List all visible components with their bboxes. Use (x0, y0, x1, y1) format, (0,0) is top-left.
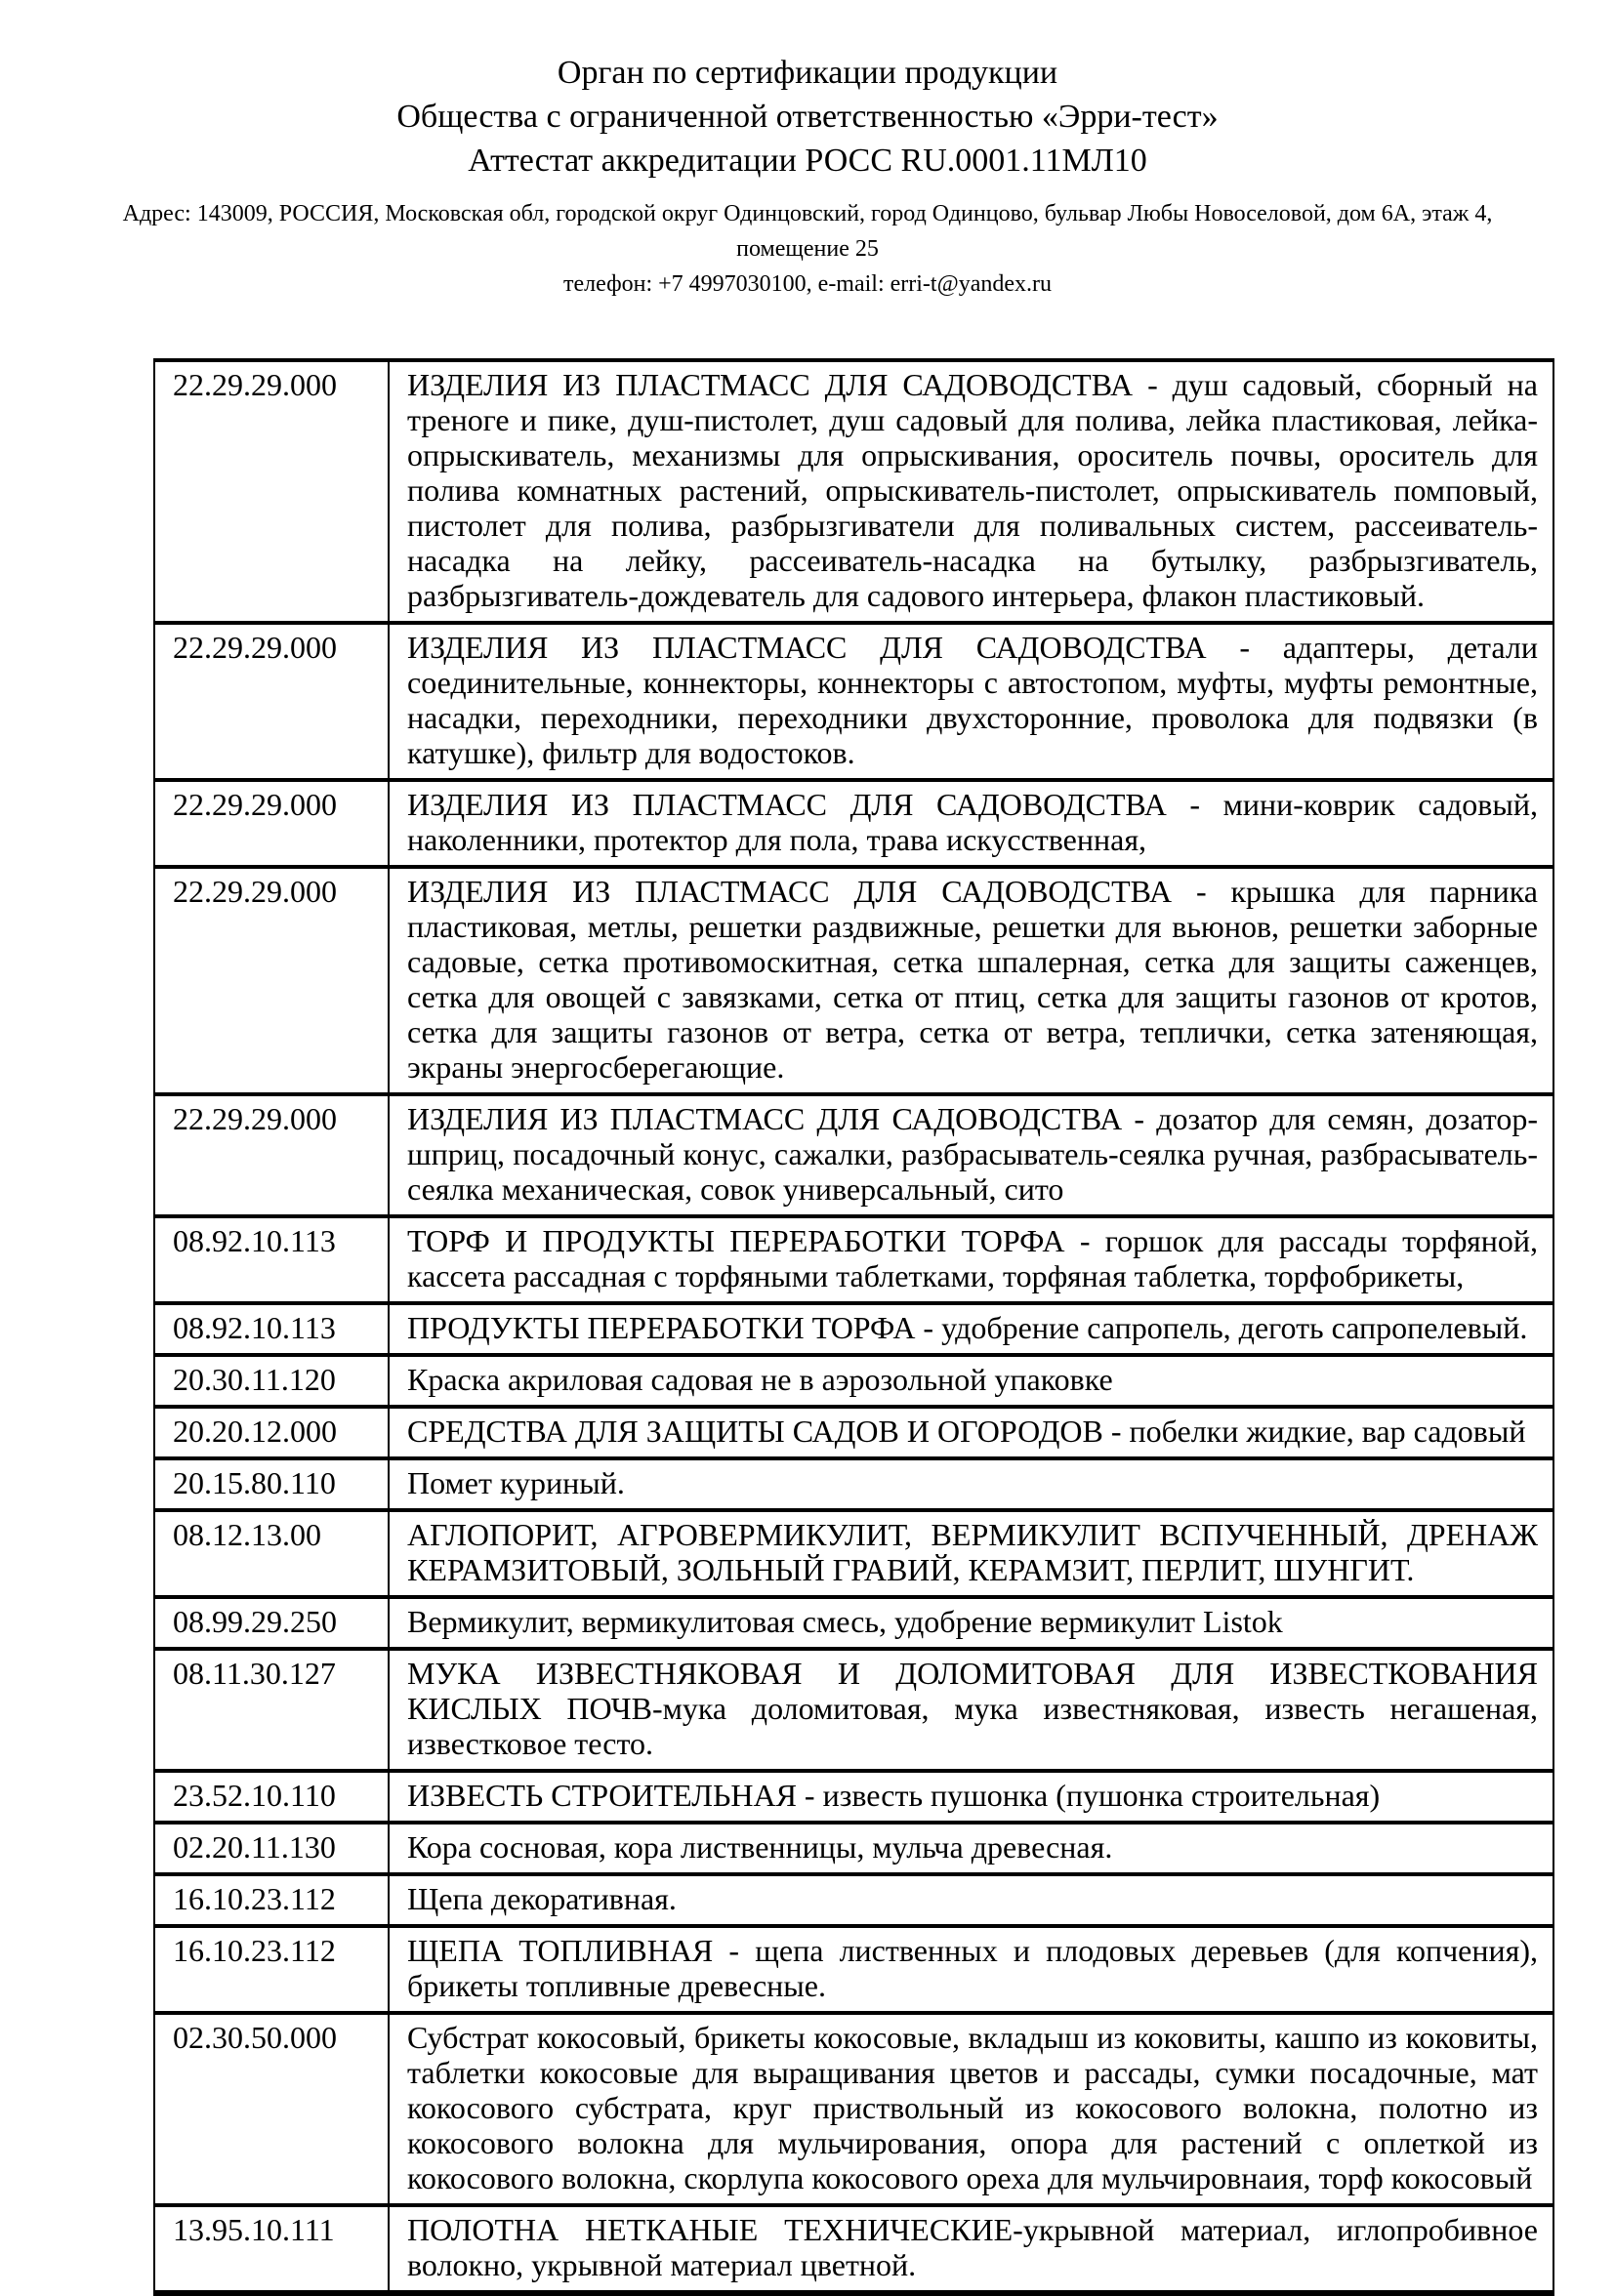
product-description-cell: ТОРФ И ПРОДУКТЫ ПЕРЕРАБОТКИ ТОРФА - горшок для рассады торфяной, кассета рассадная с торфяными таблетками, торфяная таблетка, торфобрикеты, (389, 1216, 1553, 1303)
table-row (154, 1216, 1553, 1303)
product-description-cell: АГЛОПОРИТ, АГРОВЕРМИКУЛИТ, ВЕРМИКУЛИТ ВСПУЧЕННЫЙ, ДРЕНАЖ КЕРАМЗИТОВЫЙ, ЗОЛЬНЫЙ ГРАВИЙ, КЕРАМЗИТ, ПЕРЛИТ, ШУНГИТ. (389, 1510, 1553, 1597)
header-org-type: Орган по сертификации продукции (557, 55, 1058, 91)
table-row (154, 1649, 1553, 1771)
table-row (154, 867, 1553, 1094)
product-description-cell: Помет куриный. (389, 1458, 1553, 1510)
table-row (154, 1458, 1553, 1510)
header-contact: телефон: +7 4997030100, e-mail: erri-t@yandex.ru (563, 271, 1052, 297)
table-row (154, 1303, 1553, 1355)
product-description-cell: ЩЕПА ТОПЛИВНАЯ - щепа лиственных и плодовых деревьев (для копчения), брикеты топливные древесные. (389, 1926, 1553, 2013)
table-row (154, 1926, 1553, 2013)
table-row (154, 1771, 1553, 1823)
product-description-cell: ИЗДЕЛИЯ ИЗ ПЛАСТМАСС ДЛЯ САДОВОДСТВА - дозатор для семян, дозатор-шприц, посадочный конус, сажалки, разбрасыватель-сеялка ручная, разбрасыватель-сеялка механическая, совок универсальный, сито (389, 1094, 1553, 1216)
header-address: Адрес: 143009, РОССИЯ, Московская обл, городской округ Одинцовский, город Одинцово, бульвар Любы Новоселовой, дом 6А, этаж 4, помещение 25 (122, 201, 1493, 262)
product-code-cell: 08.12.13.00 (154, 1510, 389, 1597)
header-accreditation-number: Аттестат аккредитации РОСС RU.0001.11МЛ10 (468, 143, 1147, 179)
product-description-cell: Субстрат кокосовый, брикеты кокосовые, вкладыш из коковиты, кашпо из коковиты, таблетки кокосовые для выращивания цветов и рассады, сумки посадочные, мат кокосового субстрата, круг приствольный из кокосового волокна, полотно из кокосового волокна для мульчирования, опора для растений с оплеткой из кокосового волокна, скорлупа кокосового ореха для мульчировнаия, торф кокосовый (389, 2013, 1553, 2205)
product-code-cell: 22.29.29.000 (154, 867, 389, 1094)
product-code-cell: 20.20.12.000 (154, 1407, 389, 1458)
product-code-cell: 08.99.29.250 (154, 1597, 389, 1649)
table-row (154, 1407, 1553, 1458)
product-code-cell: 20.15.80.110 (154, 1458, 389, 1510)
product-description-cell: ИЗДЕЛИЯ ИЗ ПЛАСТМАСС ДЛЯ САДОВОДСТВА - крышка для парника пластиковая, метлы, решетки раздвижные, решетки для вьюнов, решетки заборные садовые, сетка противомоскитная, сетка шпалерная, сетка для защиты саженцев, сетка для овощей с завязками, сетка от птиц, сетка для защиты газонов от кротов, сетка для защиты газонов от ветра, сетка от ветра, теплички, сетка затеняющая, экраны энергосберегающие. (389, 867, 1553, 1094)
products-table (153, 358, 1554, 2296)
product-code-cell: 20.30.11.120 (154, 1355, 389, 1407)
product-code-cell: 22.29.29.000 (154, 1094, 389, 1216)
product-description-cell: МУКА ИЗВЕСТНЯКОВАЯ И ДОЛОМИТОВАЯ ДЛЯ ИЗВЕСТКОВАНИЯ КИСЛЫХ ПОЧВ-мука доломитовая, мука известняковая, известь негашеная, известковое тесто. (389, 1649, 1553, 1771)
product-description-cell: ПОЛОТНА НЕТКАНЫЕ ТЕХНИЧЕСКИЕ-укрывной материал, иглопробивное волокно, укрывной материал цветной. (389, 2205, 1553, 2293)
product-description-cell: Вермикулит, вермикулитовая смесь, удобрение вермикулит Listok (389, 1597, 1553, 1649)
product-code-cell: 08.11.30.127 (154, 1649, 389, 1771)
product-code-cell: 13.95.10.111 (154, 2205, 389, 2293)
product-description-cell: ИЗДЕЛИЯ ИЗ ПЛАСТМАСС ДЛЯ САДОВОДСТВА - мини-коврик садовый, наколенники, протектор для пола, трава искусственная, (389, 780, 1553, 867)
product-description-cell: ИЗДЕЛИЯ ИЗ ПЛАСТМАСС ДЛЯ САДОВОДСТВА - адаптеры, детали соединительные, коннекторы, коннекторы с автостопом, муфты, муфты ремонтные, насадки, переходники, переходники двухсторонние, проволока для подвязки (в катушке), фильтр для водостоков. (389, 623, 1553, 780)
product-description-cell: ИЗВЕСТЬ СТРОИТЕЛЬНАЯ - известь пушонка (пушонка строительная) (389, 1771, 1553, 1823)
product-description-cell: ПРОДУКТЫ ПЕРЕРАБОТКИ ТОРФА - удобрение сапропель, деготь сапропелевый. (389, 1303, 1553, 1355)
table-row (154, 360, 1553, 623)
product-code-cell: 16.10.23.112 (154, 1926, 389, 2013)
product-description-cell: СРЕДСТВА ДЛЯ ЗАЩИТЫ САДОВ И ОГОРОДОВ - побелки жидкие, вар садовый (389, 1407, 1553, 1458)
table-row (154, 2205, 1553, 2293)
table-row (154, 1874, 1553, 1926)
table-row (154, 2013, 1553, 2205)
table-row (154, 1094, 1553, 1216)
product-code-cell: 02.30.50.000 (154, 2013, 389, 2205)
document-header (0, 51, 1615, 302)
product-description-cell: Краска акриловая садовая не в аэрозольной упаковке (389, 1355, 1553, 1407)
product-code-cell: 02.20.11.130 (154, 1823, 389, 1874)
header-org-name: Общества с ограниченной ответственностью «Эрри-тест» (396, 99, 1219, 135)
product-code-cell: 22.29.29.000 (154, 360, 389, 623)
table-row (154, 1510, 1553, 1597)
table-row (154, 1597, 1553, 1649)
product-code-cell: 22.29.29.000 (154, 780, 389, 867)
product-description-cell: ИЗДЕЛИЯ ИЗ ПЛАСТМАСС ДЛЯ САДОВОДСТВА - душ садовый, сборный на треноге и пике, душ-пистолет, душ садовый для полива, лейка пластиковая, лейка-опрыскиватель, механизмы для опрыскивания, ороситель почвы, ороситель для полива комнатных растений, опрыскиватель-пистолет, опрыскиватель помповый, пистолет для полива, разбрызгиватели для поливальных систем, рассеиватель-насадка на лейку, рассеиватель-насадка на бутылку, разбрызгиватель, разбрызгиватель-дождеватель для садового интерьера, флакон пластиковый. (389, 360, 1553, 623)
product-description-cell: Кора сосновая, кора лиственницы, мульча древесная. (389, 1823, 1553, 1874)
product-description-cell: Щепа декоративная. (389, 1874, 1553, 1926)
product-code-cell: 08.92.10.113 (154, 1303, 389, 1355)
product-code-cell: 22.29.29.000 (154, 623, 389, 780)
table-row (154, 623, 1553, 780)
products-table-body (154, 360, 1553, 2293)
product-code-cell: 16.10.23.112 (154, 1874, 389, 1926)
table-row (154, 1823, 1553, 1874)
product-code-cell: 08.92.10.113 (154, 1216, 389, 1303)
table-row (154, 1355, 1553, 1407)
table-row (154, 780, 1553, 867)
product-code-cell: 23.52.10.110 (154, 1771, 389, 1823)
